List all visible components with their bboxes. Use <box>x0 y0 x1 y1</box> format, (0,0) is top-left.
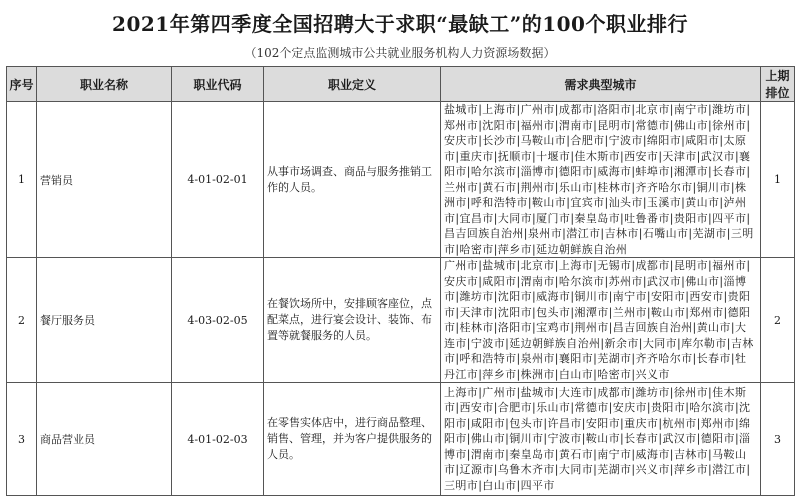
header-code: 职业代码 <box>172 67 264 102</box>
row-occupation-code: 4-03-02-05 <box>172 258 264 383</box>
row-occupation-name: 商品营业员 <box>37 383 172 496</box>
row-num: 2 <box>7 258 37 383</box>
row-definition: 在零售实体店中，进行商品整理、销售、管理，并为客户提供服务的人员。 <box>264 383 441 496</box>
row-prev-rank: 3 <box>761 383 795 496</box>
table-row <box>7 102 795 258</box>
row-occupation-name: 营销员 <box>37 102 172 258</box>
header-definition: 职业定义 <box>264 67 441 102</box>
header-cities: 需求典型城市 <box>441 67 761 102</box>
page-title: 2021年第四季度全国招聘大于求职“最缺工”的100个职业排行 <box>112 12 688 36</box>
page-subtitle: （102个定点监测城市公共就业服务机构人力资源场数据） <box>244 46 556 60</box>
table-row <box>7 258 795 383</box>
table-header-row <box>7 67 795 102</box>
row-num: 3 <box>7 383 37 496</box>
header-prev-rank: 上期排位 <box>761 67 795 102</box>
occupation-table <box>6 66 795 496</box>
header-name: 职业名称 <box>37 67 172 102</box>
row-occupation-code: 4-01-02-03 <box>172 383 264 496</box>
header-num: 序号 <box>7 67 37 102</box>
row-prev-rank: 2 <box>761 258 795 383</box>
row-occupation-name: 餐厅服务员 <box>37 258 172 383</box>
table-row <box>7 383 795 496</box>
row-cities: 盐城市|上海市|广州市|成都市|洛阳市|北京市|南宁市|潍坊市|郑州市|沈阳市|福州市|渭南市|昆明市|常德市|佛山市|徐州市|安庆市|长沙市|马鞍山市|合肥市|宁波市|绵阳市|咸阳市|太原市|重庆市|抚顺市|十堰市|佳木斯市|西安市|天津市|武汉市|襄阳市|哈尔滨市|淄博市|德阳市|威海市|蚌埠市|湘潭市|长春市|兰州市|黄石市|荆州市|乐山市|桂林市|齐齐哈尔市|铜川市|株洲市|呼和浩特市|鞍山市|宜宾市|汕头市|玉溪市|黄山市|泸州市|宜昌市|大同市|厦门市|秦皇岛市|吐鲁番市|贵阳市|四平市|昌吉回族自治州|泉州市|潜江市|吉林市|石嘴山市|芜湖市|三明市|哈密市|萍乡市|延边朝鲜族自治州 <box>441 102 761 258</box>
row-definition: 从事市场调查、商品与服务推销工作的人员。 <box>264 102 441 258</box>
row-cities: 广州市|盐城市|北京市|上海市|无锡市|成都市|昆明市|福州市|安庆市|咸阳市|渭南市|哈尔滨市|苏州市|武汉市|佛山市|淄博市|潍坊市|沈阳市|威海市|铜川市|南宁市|安阳市|西安市|贵阳市|天津市|沈阳市|包头市|湘潭市|兰州市|鞍山市|郑州市|德阳市|桂林市|洛阳市|宝鸡市|荆州市|昌吉回族自治州|黄山市|大连市|宁波市|延边朝鲜族自治州|新余市|大同市|库尔勒市|吉林市|呼和浩特市|泉州市|襄阳市|芜湖市|齐齐哈尔市|长春市|牡丹江市|萍乡市|株洲市|白山市|哈密市|兴义市 <box>441 258 761 383</box>
row-cities: 上海市|广州市|盐城市|大连市|成都市|潍坊市|徐州市|佳木斯市|西安市|合肥市|乐山市|常德市|安庆市|贵阳市|哈尔滨市|沈阳市|咸阳市|包头市|许昌市|安阳市|重庆市|杭州市|郑州市|绵阳市|佛山市|铜川市|宁波市|鞍山市|长春市|武汉市|德阳市|淄博市|渭南市|秦皇岛市|黄石市|南宁市|威海市|吉林市|马鞍山市|辽源市|乌鲁木齐市|大同市|芜湖市|兴义市|萍乡市|潜江市|三明市|白山市|四平市 <box>441 383 761 496</box>
row-occupation-code: 4-01-02-01 <box>172 102 264 258</box>
row-definition: 在餐饮场所中，安排顾客座位，点配菜点，进行宴会设计、装饰、布置等就餐服务的人员。 <box>264 258 441 383</box>
row-prev-rank: 1 <box>761 102 795 258</box>
row-num: 1 <box>7 102 37 258</box>
